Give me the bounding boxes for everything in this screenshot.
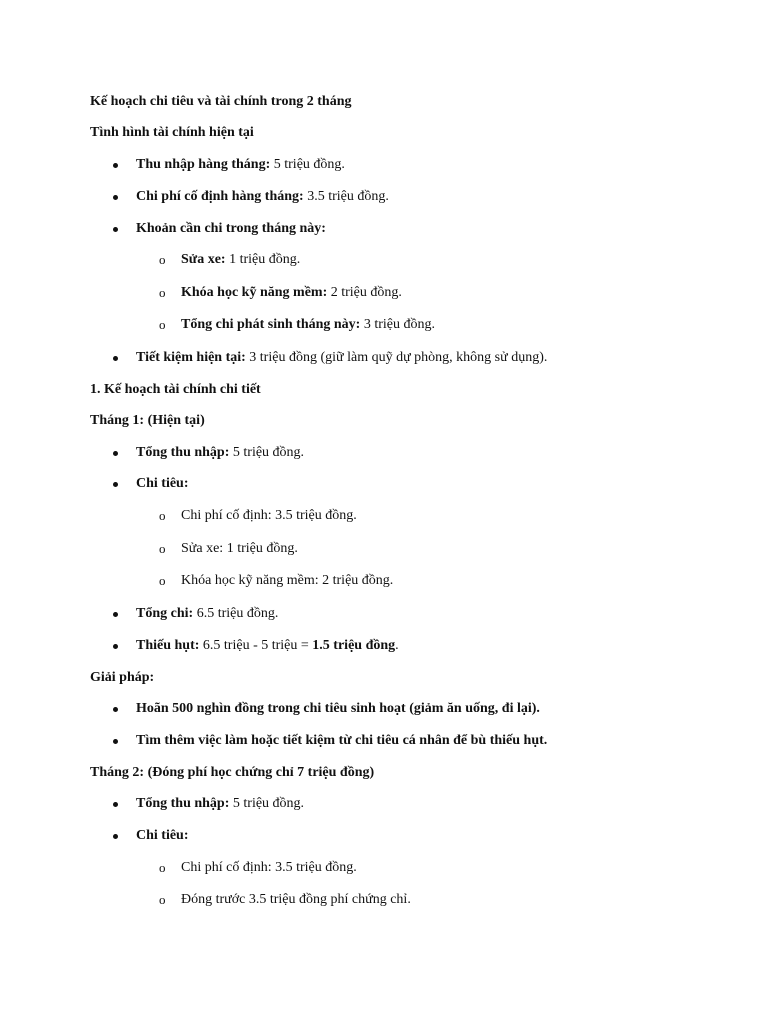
sub-list-item: o Sửa xe: 1 triệu đồng. (181, 541, 298, 557)
list-item: Tiết kiệm hiện tại: 3 triệu đồng (giữ làm quỹ dự phòng, không sử dụng). (136, 350, 548, 365)
sub-list-item: o Khóa học kỹ năng mềm: 2 triệu đồng. (181, 285, 402, 301)
document-title: Kế hoạch chi tiêu và tài chính trong 2 tháng (90, 94, 352, 109)
sub-list-item: o Tổng chi phát sinh tháng này: 3 triệu đồng. (181, 317, 435, 333)
sub-list-item: o Sửa xe: 1 triệu đồng. (181, 252, 300, 268)
subsection-heading: Tháng 2: (Đóng phí học chứng chỉ 7 triệu đồng) (90, 765, 375, 780)
list-item: Chi phí cố định hàng tháng: 3.5 triệu đồng. (136, 189, 389, 204)
subsection-heading: Giải pháp: (90, 670, 155, 685)
list-item: Hoãn 500 nghìn đồng trong chi tiêu sinh hoạt (giảm ăn uống, đi lại). (136, 701, 540, 716)
list-item: Chi tiêu: (136, 828, 189, 843)
sub-list-item: o Chi phí cố định: 3.5 triệu đồng. (181, 860, 357, 876)
list-item: Tổng thu nhập: 5 triệu đồng. (136, 445, 305, 460)
sub-list-item: o Đóng trước 3.5 triệu đồng phí chứng chỉ. (181, 892, 411, 908)
subsection-heading: Tháng 1: (Hiện tại) (90, 413, 205, 428)
list-item: Thiếu hụt: 6.5 triệu - 5 triệu = 1.5 triệu đồng. (136, 638, 399, 653)
sub-list-item: o Khóa học kỹ năng mềm: 2 triệu đồng. (181, 573, 393, 589)
list-item: Thu nhập hàng tháng: 5 triệu đồng. (136, 157, 345, 172)
sub-list-item: o Chi phí cố định: 3.5 triệu đồng. (181, 508, 357, 524)
section-heading: 1. Kế hoạch tài chính chi tiết (90, 382, 261, 397)
list-item: Tìm thêm việc làm hoặc tiết kiệm từ chi tiêu cá nhân để bù thiếu hụt. (136, 733, 548, 748)
list-item: Chi tiêu: (136, 476, 189, 491)
section-heading: Tình hình tài chính hiện tại (90, 125, 254, 140)
list-item: Tổng thu nhập: 5 triệu đồng. (136, 796, 305, 811)
list-item: Khoản cần chi trong tháng này: (136, 221, 326, 236)
list-item: Tổng chi: 6.5 triệu đồng. (136, 606, 279, 621)
